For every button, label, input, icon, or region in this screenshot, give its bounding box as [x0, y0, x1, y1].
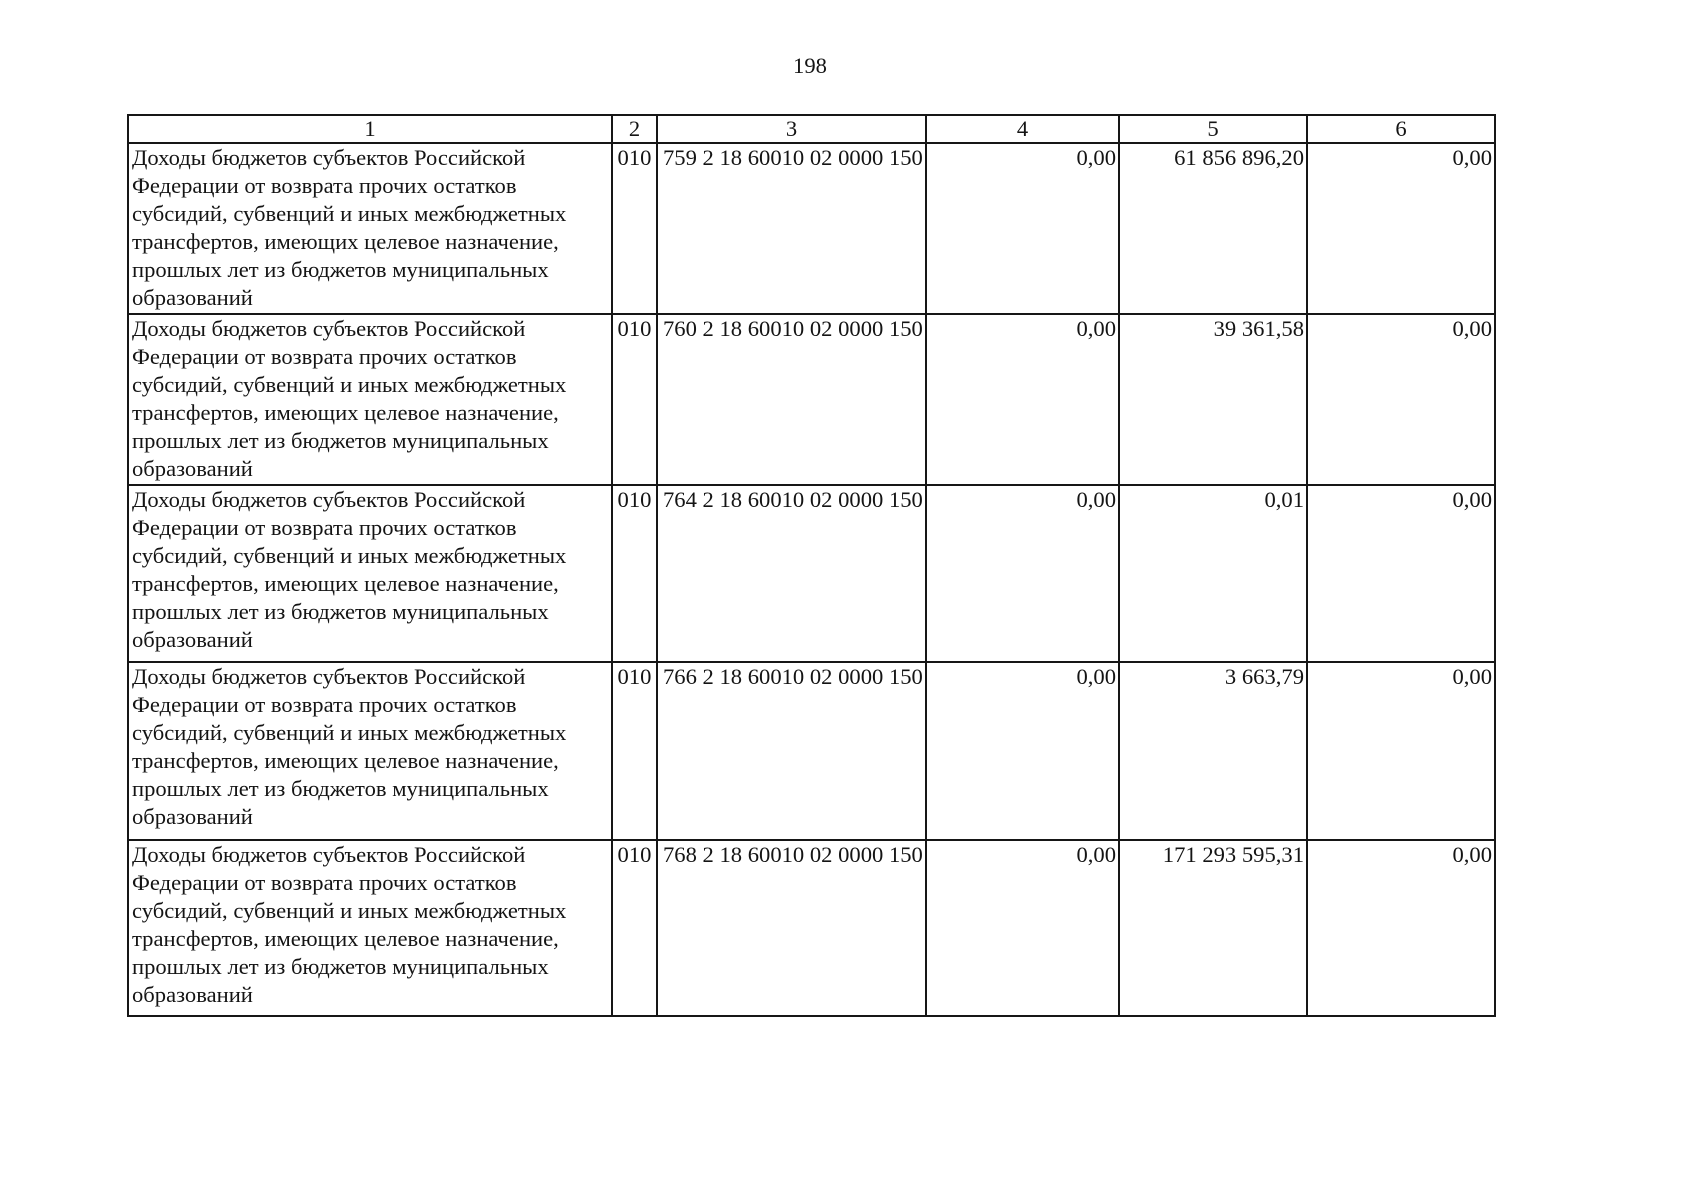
column-number-header: 5 [1119, 115, 1307, 143]
column-number-header: 4 [926, 115, 1119, 143]
description-cell: Доходы бюджетов субъектов Российской Федерации от возврата прочих остатков субсидий, субвенций и иных межбюджетных трансфертов, имеющих целевое назначение, прошлых лет из бюджетов муниципальных образований [128, 485, 612, 662]
amount-col-4-cell: 0,00 [926, 143, 1119, 314]
column-number-header: 6 [1307, 115, 1495, 143]
classification-code-cell: 766 2 18 60010 02 0000 150 [657, 662, 926, 840]
classification-code-cell: 768 2 18 60010 02 0000 150 [657, 840, 926, 1016]
line-code-cell: 010 [612, 143, 657, 314]
table-row [128, 840, 1495, 1016]
amount-col-4-cell: 0,00 [926, 314, 1119, 485]
budget-table [127, 114, 1496, 1017]
amount-col-5-cell: 39 361,58 [1119, 314, 1307, 485]
column-number-header: 2 [612, 115, 657, 143]
table-row [128, 143, 1495, 314]
amount-col-4-cell: 0,00 [926, 662, 1119, 840]
table-header-row [128, 115, 1495, 143]
amount-col-6-cell: 0,00 [1307, 662, 1495, 840]
column-number-header: 1 [128, 115, 612, 143]
amount-col-5-cell: 171 293 595,31 [1119, 840, 1307, 1016]
classification-code-cell: 760 2 18 60010 02 0000 150 [657, 314, 926, 485]
description-cell: Доходы бюджетов субъектов Российской Федерации от возврата прочих остатков субсидий, субвенций и иных межбюджетных трансфертов, имеющих целевое назначение, прошлых лет из бюджетов муниципальных образований [128, 143, 612, 314]
column-number-header: 3 [657, 115, 926, 143]
line-code-cell: 010 [612, 314, 657, 485]
page-number: 198 [793, 53, 827, 78]
classification-code-cell: 759 2 18 60010 02 0000 150 [657, 143, 926, 314]
line-code-cell: 010 [612, 662, 657, 840]
line-code-cell: 010 [612, 485, 657, 662]
description-cell: Доходы бюджетов субъектов Российской Федерации от возврата прочих остатков субсидий, субвенций и иных межбюджетных трансфертов, имеющих целевое назначение, прошлых лет из бюджетов муниципальных образований [128, 840, 612, 1016]
amount-col-4-cell: 0,00 [926, 840, 1119, 1016]
amount-col-6-cell: 0,00 [1307, 840, 1495, 1016]
table-row [128, 314, 1495, 485]
description-cell: Доходы бюджетов субъектов Российской Федерации от возврата прочих остатков субсидий, субвенций и иных межбюджетных трансфертов, имеющих целевое назначение, прошлых лет из бюджетов муниципальных образований [128, 662, 612, 840]
amount-col-4-cell: 0,00 [926, 485, 1119, 662]
classification-code-cell: 764 2 18 60010 02 0000 150 [657, 485, 926, 662]
line-code-cell: 010 [612, 840, 657, 1016]
amount-col-6-cell: 0,00 [1307, 485, 1495, 662]
amount-col-6-cell: 0,00 [1307, 314, 1495, 485]
description-cell: Доходы бюджетов субъектов Российской Федерации от возврата прочих остатков субсидий, субвенций и иных межбюджетных трансфертов, имеющих целевое назначение, прошлых лет из бюджетов муниципальных образований [128, 314, 612, 485]
amount-col-6-cell: 0,00 [1307, 143, 1495, 314]
amount-col-5-cell: 61 856 896,20 [1119, 143, 1307, 314]
amount-col-5-cell: 0,01 [1119, 485, 1307, 662]
table-row [128, 662, 1495, 840]
table-row [128, 485, 1495, 662]
amount-col-5-cell: 3 663,79 [1119, 662, 1307, 840]
